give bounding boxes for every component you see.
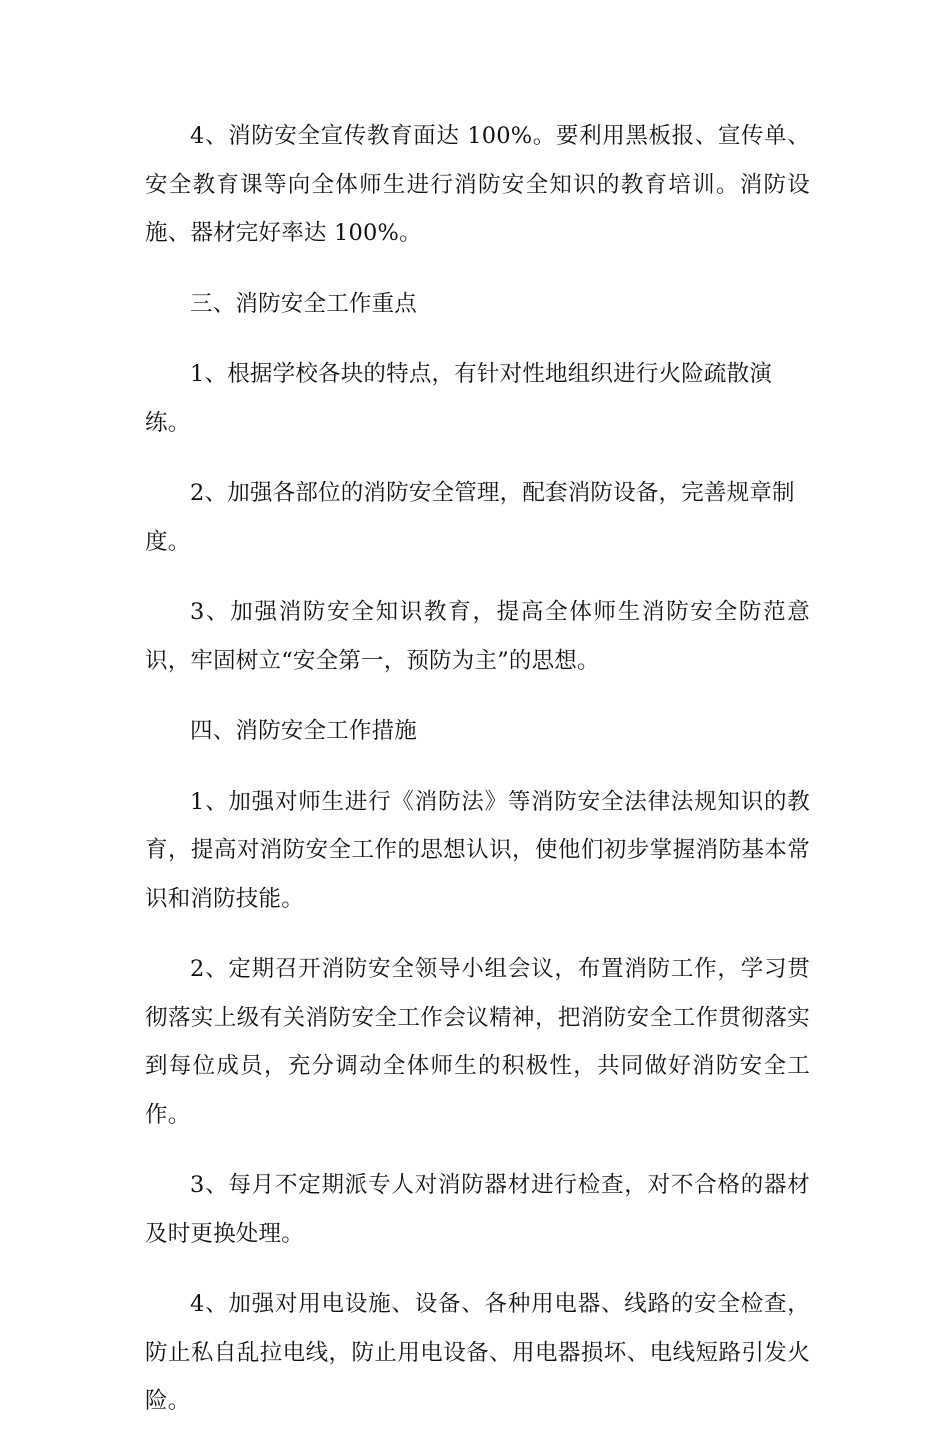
document-body bbox=[145, 112, 810, 1448]
paragraph-measure-4: 4、加强对用电设施、设备、各种用电器、线路的安全检查，防止私自乱拉电线，防止用电设备、用电器损坏、电线短路引发火险。 bbox=[145, 1291, 810, 1414]
paragraph-measure-3: 3、每月不定期派专人对消防器材进行检查，对不合格的器材及时更换处理。 bbox=[145, 1172, 810, 1247]
paragraph-measure-1: 1、加强对师生进行《消防法》等消防安全法律法规知识的教育，提高对消防安全工作的思想认识，使他们初步掌握消防基本常识和消防技能。 bbox=[145, 788, 810, 912]
paragraph-publicity-education: 4、消防安全宣传教育面达 100%。要利用黑板报、宣传单、安全教育课等向全体师生进行消防安全知识的教育培训。消防设施、器材完好率达 100%。 bbox=[145, 123, 810, 246]
paragraph-focus-1: 1、根据学校各块的特点，有针对性地组织进行火险疏散演练。 bbox=[145, 361, 773, 436]
paragraph-measure-2: 2、定期召开消防安全领导小组会议，布置消防工作，学习贯彻落实上级有关消防安全工作会议精神，把消防安全工作贯彻落实到每位成员，充分调动全体师生的积极性，共同做好消防安全工作。 bbox=[145, 956, 810, 1128]
section-heading-fire-safety-focus: 三、消防安全工作重点 bbox=[190, 290, 418, 317]
paragraph-focus-3: 3、加强消防安全知识教育，提高全体师生消防安全防范意识，牢固树立“安全第一，预防为主”的思想。 bbox=[145, 599, 810, 674]
paragraph-focus-2: 2、加强各部位的消防安全管理，配套消防设备，完善规章制度。 bbox=[145, 480, 795, 555]
section-heading-fire-safety-measures: 四、消防安全工作措施 bbox=[190, 718, 418, 744]
